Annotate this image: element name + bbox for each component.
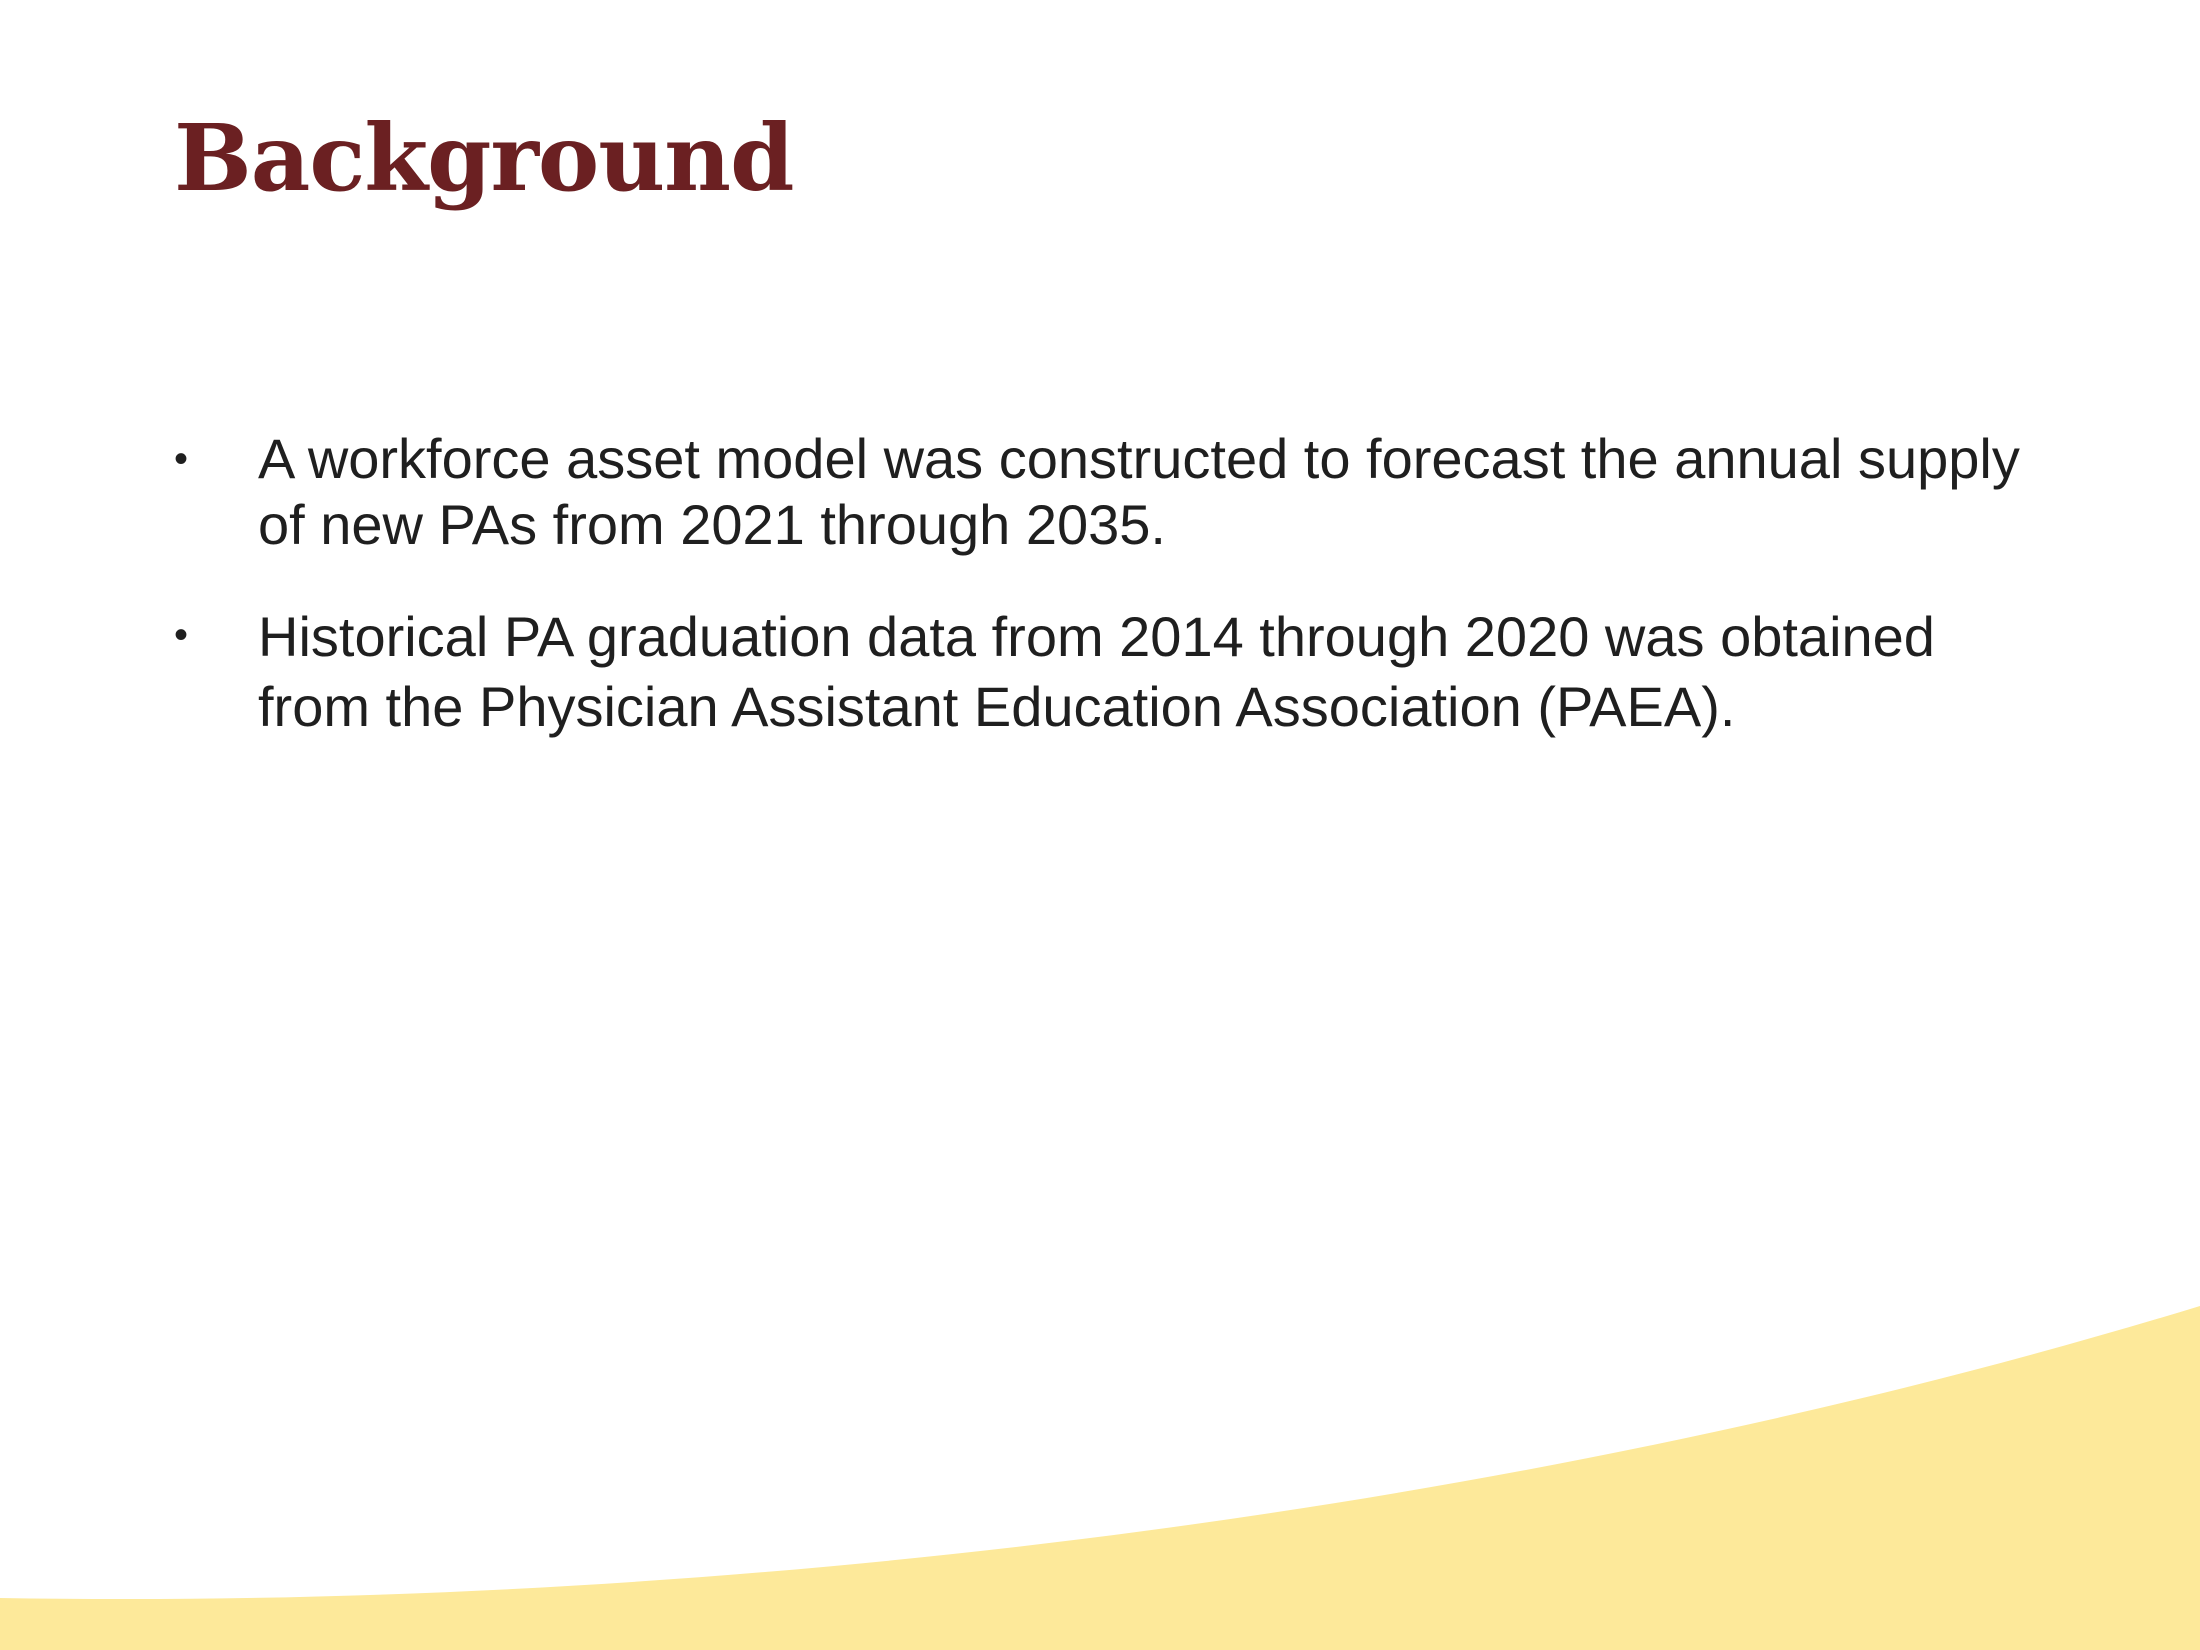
bullet-item: [174, 602, 2034, 742]
decorative-wave: [0, 1280, 2200, 1650]
wave-shape: [0, 1306, 2200, 1650]
bullet-list: [174, 426, 2034, 786]
bullet-marker: •: [174, 437, 189, 481]
bullet-marker: •: [174, 613, 189, 657]
bullet-text: A workforce asset model was constructed to forecast the annual supply of new PAs from 2021 through 2035.: [258, 427, 2020, 556]
bullet-text: Historical PA graduation data from 2014 through 2020 was obtained from the Physician Assistant Education Association (PAEA).: [258, 605, 1935, 738]
slide-title: Background: [174, 104, 794, 212]
bullet-item: [174, 426, 2034, 558]
